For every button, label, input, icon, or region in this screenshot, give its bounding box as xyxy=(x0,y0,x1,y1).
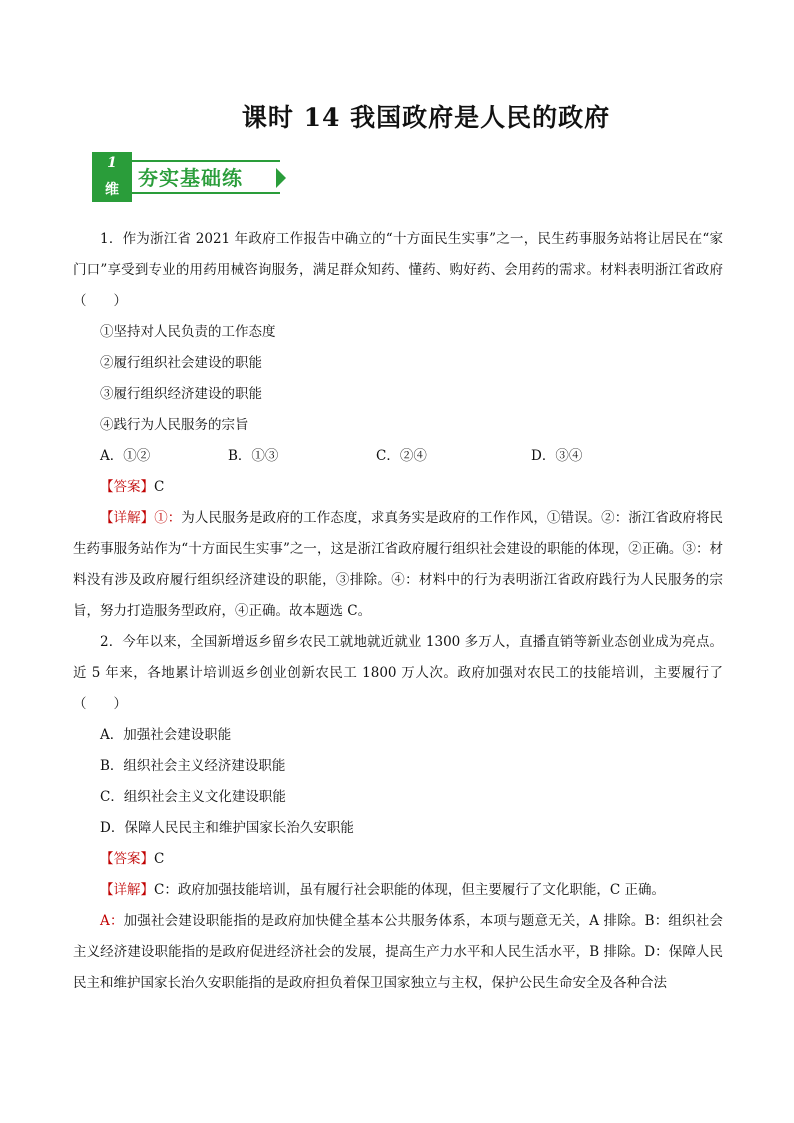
q2-option-d: D．保障人民民主和维护国家长治久安职能 xyxy=(100,820,354,836)
q2-answer-value: C xyxy=(154,851,165,867)
q1-detail-text: 为人民服务是政府的工作态度，求真务实是政府的工作作风，①错误。②：浙江省政府将民生药事服务站作为“十方面民生实事”之一，这是浙江省政府履行组织社会建设的职能的体现，②正确。③：材料没有涉及政府履行组织经济建设的职能，③排除。④：材料中的行为表明浙江省政府践行为人民服务的宗旨，努力打造服务型政府，④正确。故本题选 C。 xyxy=(73,510,724,619)
q1-option-c: C．②④ xyxy=(376,448,427,464)
q1-answer-value: C xyxy=(154,479,165,495)
q2-detail-tag: 【详解】 xyxy=(100,882,154,898)
q1-detail-lead: ①： xyxy=(154,510,182,526)
q2-detail-lead: C： xyxy=(154,882,178,898)
q2-detail-2-lead: A： xyxy=(100,913,124,929)
banner-arrow-icon xyxy=(276,168,286,188)
q1-answer xyxy=(73,472,723,503)
q1-answer-tag: 【答案】 xyxy=(100,479,154,495)
q1-option-b: B．①③ xyxy=(228,448,279,464)
q2-option-a: A．加强社会建设职能 xyxy=(100,727,232,743)
q1-detail xyxy=(73,503,723,627)
q1-item-1: ①坚持对人民负责的工作态度 xyxy=(100,324,276,340)
q1-stem: 1．作为浙江省 2021 年政府工作报告中确立的“十方面民生实事”之一，民生药事服务站将让居民在“家门口”享受到专业的用药用械咨询服务，满足群众知药、懂药、购好药、会用药的需求。材料表明浙江省政府（ ） xyxy=(73,231,723,309)
q2-detail-2-text: 加强社会建设职能指的是政府加快健全基本公共服务体系，本项与题意无关，A 排除。B：组织社会主义经济建设职能指的是政府促进经济社会的发展，提高生产力水平和人民生活水平，B 排除。D：保障人民民主和维护国家长治久安职能指的是政府担负着保卫国家独立与主权，保护公民生命安全及各种合法 xyxy=(73,913,723,991)
q2-option-b: B．组织社会主义经济建设职能 xyxy=(100,758,286,774)
q1-item-2: ②履行组织社会建设的职能 xyxy=(100,355,262,371)
banner-bar xyxy=(132,160,280,194)
q2-answer-tag: 【答案】 xyxy=(100,851,154,867)
q1-item-3: ③履行组织经济建设的职能 xyxy=(100,386,262,402)
question-content xyxy=(73,224,723,999)
section-banner xyxy=(92,152,292,204)
q1-detail-tag: 【详解】 xyxy=(100,510,155,526)
level-number: 1 xyxy=(107,155,117,171)
q1-options xyxy=(73,441,723,472)
level-badge xyxy=(92,152,132,202)
level-char: 维 xyxy=(105,182,119,198)
q2-answer xyxy=(73,844,723,875)
q2-option-c: C．组织社会主义文化建设职能 xyxy=(100,789,286,805)
q1-option-d: D．③④ xyxy=(531,448,583,464)
q1-option-a: A．①② xyxy=(100,448,151,464)
q1-item-4: ④践行为人民服务的宗旨 xyxy=(100,417,249,433)
q2-detail-text: 政府加强技能培训，虽有履行社会职能的体现，但主要履行了文化职能，C 正确。 xyxy=(177,882,665,898)
banner-label: 夯实基础练 xyxy=(138,166,243,190)
q2-detail-2 xyxy=(73,906,723,999)
q2-detail xyxy=(73,875,723,906)
page-title: 课时 14 我国政府是人民的政府 xyxy=(241,103,611,132)
q2-stem: 2．今年以来，全国新增返乡留乡农民工就地就近就业 1300 多万人，直播直销等新业态创业成为亮点。近 5 年来，各地累计培训返乡创业创新农民工 1800 万人次。政府加强对农民工的技能培训，主要履行了（ ） xyxy=(73,634,723,712)
